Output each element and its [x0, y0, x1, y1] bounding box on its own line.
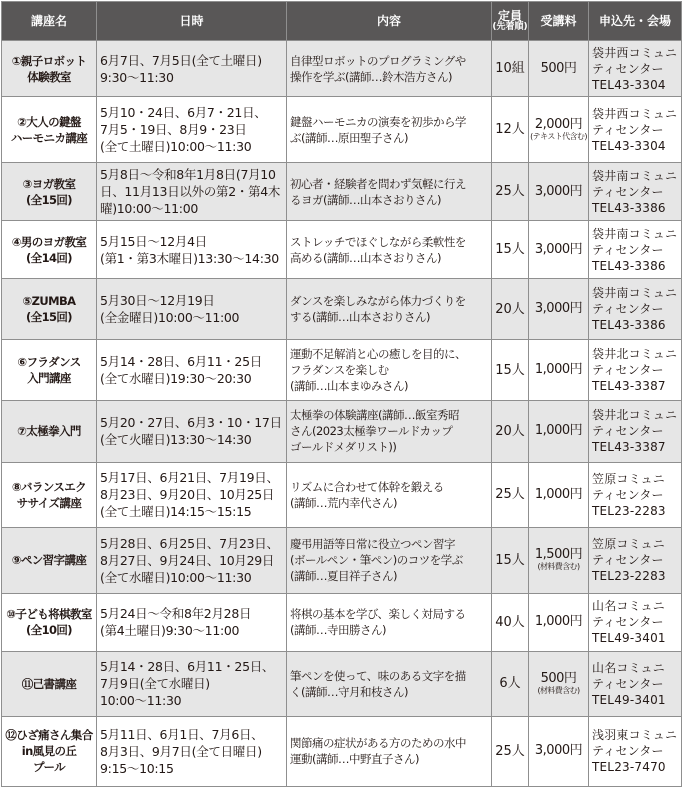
course-venue — [589, 401, 682, 462]
course-name — [2, 651, 97, 716]
table-row — [2, 593, 682, 651]
course-table — [1, 1, 682, 787]
course-venue-line: 袋井南コミュニ — [592, 226, 678, 241]
course-datetime-line: 5月14・28日、6月11・25日、 — [100, 659, 275, 675]
course-datetime-line: 8月23日、9月20日、10月25日 — [100, 487, 275, 503]
table-row — [2, 97, 682, 163]
header-fee: 受講料 — [529, 2, 589, 41]
course-venue — [589, 651, 682, 716]
course-name-line: ⑥フラダンス — [17, 355, 81, 370]
course-fee-value: 3,000円 — [534, 301, 583, 317]
course-capacity: 25人 — [492, 462, 529, 527]
course-content-line: 関節痛の症状がある方のための水中 — [290, 736, 466, 751]
course-capacity: 20人 — [492, 279, 529, 340]
course-content-line: 操作を学ぶ(講師…鈴木浩方さん) — [290, 69, 452, 84]
course-datetime-line: 5月30日～12月19日 — [100, 293, 215, 309]
header-capacity — [492, 2, 529, 41]
course-name-line: (全15回) — [26, 192, 72, 207]
course-venue-line: ティセンター — [592, 424, 664, 439]
course-venue-line: ティセンター — [592, 242, 664, 257]
course-name-line: in風見の丘 — [21, 744, 77, 759]
course-venue-line: 袋井北コミュニ — [592, 408, 678, 423]
course-venue — [589, 462, 682, 527]
course-datetime-line: 7月5・19日、8月9・23日 — [100, 122, 247, 138]
course-datetime-line: 5月8日～令和8年1月8日(7月10 — [100, 167, 276, 183]
course-content-line: ストレッチでほぐしながら柔軟性を — [290, 234, 466, 249]
course-name-line: ハーモニカ講座 — [10, 130, 88, 145]
course-content-line: 高める(講師…山本さおりさん) — [290, 250, 441, 265]
course-venue-line: 袋井西コミュニ — [592, 106, 678, 121]
course-name-line: ①親子ロボット — [11, 53, 87, 68]
course-datetime-line: 5月17日、6月21日、7月19日、 — [100, 470, 279, 486]
course-datetime — [97, 527, 287, 593]
course-fee-value: 1,000円 — [534, 362, 583, 378]
course-datetime-line: 5月28日、6月25日、7月23日、 — [100, 535, 279, 551]
course-content-line: (講師…山本まゆみさん) — [290, 379, 408, 394]
course-fee-value: 3,000円 — [534, 241, 583, 257]
course-content-line: 運動不足解消と心の癒しを目的に、 — [290, 347, 466, 362]
course-venue-line: TEL43-3387 — [592, 440, 666, 455]
header-name: 講座名 — [2, 2, 97, 41]
course-venue-line: 山名コミュニ — [592, 660, 665, 675]
course-venue-line: ティセンター — [592, 184, 664, 199]
course-datetime-line: (全金曜日)10:00～11:00 — [100, 310, 240, 326]
course-name-line: ②大人の鍵盤 — [17, 114, 81, 129]
course-venue-line: TEL43-3386 — [592, 318, 666, 333]
table-row — [2, 41, 682, 97]
course-name — [2, 527, 97, 593]
course-content — [287, 401, 492, 462]
course-capacity: 15人 — [492, 221, 529, 279]
course-name-line: (全15回) — [26, 310, 72, 325]
course-venue-line: ティセンター — [592, 302, 664, 317]
course-content-line: さん(2023太極拳ワールドカップ — [290, 424, 453, 439]
table-row — [2, 221, 682, 279]
course-venue-line: 袋井西コミュニ — [592, 45, 678, 60]
course-datetime-line: 5月11日、6月1日、7月6日、 — [100, 726, 264, 742]
course-venue-line: TEL23-2283 — [592, 503, 666, 518]
course-name-line: ⑫ひざ痛さん集合 — [5, 728, 93, 743]
table-row — [2, 163, 682, 221]
course-content-line: 初心者・経験者を問わず気軽に行え — [290, 176, 466, 191]
course-capacity: 20人 — [492, 401, 529, 462]
course-content-line: ゴールドメダリスト)) — [290, 440, 397, 455]
header-capacity-line2: (先着順) — [492, 21, 528, 32]
course-name — [2, 41, 97, 97]
course-datetime-line: (全て土曜日)10:00～11:30 — [100, 139, 252, 155]
course-datetime-line: 5月15日～12月4日 — [100, 233, 207, 249]
course-venue-line: ティセンター — [592, 61, 664, 76]
course-name-line: ⑩子ども将棋教室 — [6, 607, 92, 622]
course-datetime-line: (全て土曜日)14:15～15:15 — [100, 504, 252, 520]
course-fee-note: (テキスト代含む) — [530, 131, 587, 141]
course-datetime-line: 7月9日(全て水曜日) — [100, 676, 210, 692]
course-venue-line: ティセンター — [592, 615, 664, 630]
course-name — [2, 401, 97, 462]
course-fee-value: 500円 — [540, 60, 577, 76]
course-venue — [589, 716, 682, 786]
course-venue — [589, 41, 682, 97]
course-content-line: く(講師…守月和枝さん) — [290, 684, 408, 699]
course-datetime — [97, 340, 287, 401]
course-datetime — [97, 221, 287, 279]
course-datetime — [97, 41, 287, 97]
course-datetime-line: 曜)10:00～11:00 — [100, 201, 199, 217]
course-venue-line: ティセンター — [592, 553, 664, 568]
course-fee — [529, 97, 589, 163]
course-venue-line: TEL43-3304 — [592, 77, 666, 92]
course-capacity: 15人 — [492, 340, 529, 401]
course-venue-line: 袋井南コミュニ — [592, 168, 678, 183]
course-rows — [2, 41, 682, 787]
course-venue-line: TEL43-3386 — [592, 258, 666, 273]
course-content-line: 筆ペンを使って、味のある文字を描 — [290, 668, 466, 683]
course-datetime-line: 5月14・28日、6月11・25日 — [100, 354, 262, 370]
course-venue-line: 山名コミュニ — [592, 599, 665, 614]
course-venue — [589, 279, 682, 340]
course-venue-line: ティセンター — [592, 487, 664, 502]
course-name-line: ⑦太極拳入門 — [17, 424, 81, 439]
course-content — [287, 593, 492, 651]
course-fee-value: 3,000円 — [534, 743, 583, 759]
course-content-line: (講師…荒内幸代さん) — [290, 495, 397, 510]
course-content — [287, 163, 492, 221]
course-venue-line: ティセンター — [592, 122, 664, 137]
course-datetime-line: (第1・第3木曜日)13:30～14:30 — [100, 250, 279, 266]
course-content-line: (講師…寺田勝さん) — [290, 623, 386, 638]
course-venue-line: 袋井北コミュニ — [592, 347, 678, 362]
course-content-line: リズムに合わせて体幹を鍛える — [290, 479, 444, 494]
course-venue — [589, 340, 682, 401]
course-fee-note: (材料費含む) — [537, 562, 580, 572]
course-content-line: (講師…夏目祥子さん) — [290, 569, 397, 584]
header-content: 内容 — [287, 2, 492, 41]
course-name-line: ⑨ペン習字講座 — [11, 553, 87, 568]
course-fee — [529, 651, 589, 716]
course-name-line: ④男のヨガ教室 — [11, 234, 87, 249]
course-datetime-line: (第4土曜日)9:30～11:00 — [100, 623, 240, 639]
course-content-line: 鍵盤ハーモニカの演奏を初歩から学 — [290, 114, 466, 129]
course-fee — [529, 716, 589, 786]
course-datetime-line: 6月7日、7月5日(全て土曜日) — [100, 52, 262, 68]
table-row — [2, 462, 682, 527]
course-datetime-line: 5月24日～令和8年2月28日 — [100, 606, 252, 622]
course-name-line: ⑧バランスエク — [11, 479, 87, 494]
course-content — [287, 221, 492, 279]
course-name — [2, 163, 97, 221]
course-content-line: 太極拳の体験講座(講師…飯室秀昭 — [290, 408, 459, 423]
course-venue-line: ティセンター — [592, 676, 664, 691]
header-venue: 申込先・会場 — [589, 2, 682, 41]
course-fee — [529, 593, 589, 651]
course-venue-line: TEL49-3401 — [592, 631, 666, 646]
course-name-line: 入門講座 — [27, 371, 71, 386]
course-datetime — [97, 97, 287, 163]
course-content-line: ぶ(講師…原田聖子さん) — [290, 130, 408, 145]
table-row — [2, 651, 682, 716]
course-name — [2, 593, 97, 651]
course-venue — [589, 163, 682, 221]
course-datetime — [97, 401, 287, 462]
course-fee-value: 500円 — [540, 670, 577, 686]
course-fee-value: 3,000円 — [534, 183, 583, 199]
header-date: 日時 — [97, 2, 287, 41]
course-fee-value: 1,500円 — [534, 547, 583, 563]
course-content — [287, 651, 492, 716]
course-fee — [529, 340, 589, 401]
course-venue-line: TEL43-3387 — [592, 379, 666, 394]
course-venue-line: TEL43-3386 — [592, 200, 666, 215]
course-name — [2, 716, 97, 786]
course-venue-line: TEL23-2283 — [592, 569, 666, 584]
course-capacity: 25人 — [492, 716, 529, 786]
course-fee-note: (材料費含む) — [537, 685, 580, 695]
course-venue-line: TEL23-7470 — [592, 760, 666, 775]
course-fee — [529, 41, 589, 97]
course-content-line: フラダンスを楽しむ — [290, 363, 389, 378]
course-content-line: 慶弔用語等日常に役立つペン習字 — [290, 537, 455, 552]
course-fee-value: 1,000円 — [534, 614, 583, 630]
course-content — [287, 41, 492, 97]
course-datetime-line: 10:00～11:30 — [100, 693, 182, 709]
course-name — [2, 279, 97, 340]
course-datetime-line: 日、11月13日以外の第2・第4木 — [100, 184, 281, 200]
course-content-line: 運動(講師…中野直子さん) — [290, 752, 419, 767]
course-datetime — [97, 716, 287, 786]
course-capacity: 10組 — [492, 41, 529, 97]
course-datetime — [97, 593, 287, 651]
course-fee — [529, 527, 589, 593]
course-fee — [529, 279, 589, 340]
course-venue-line: 袋井南コミュニ — [592, 286, 678, 301]
course-name-line: ③ヨガ教室 — [22, 176, 76, 191]
course-datetime — [97, 462, 287, 527]
table-row — [2, 340, 682, 401]
course-datetime-line: (全て火曜日)13:30～14:30 — [100, 432, 252, 448]
course-venue — [589, 527, 682, 593]
course-name — [2, 462, 97, 527]
course-content-line: する(講師…山本さおりさん) — [290, 310, 430, 325]
course-name — [2, 97, 97, 163]
course-content — [287, 340, 492, 401]
course-capacity: 12人 — [492, 97, 529, 163]
course-content — [287, 97, 492, 163]
course-content — [287, 716, 492, 786]
course-fee — [529, 163, 589, 221]
course-capacity: 25人 — [492, 163, 529, 221]
course-content-line: (ボールペン・筆ペン)のコツを学ぶ — [290, 553, 463, 568]
course-name-line: (全14回) — [26, 250, 72, 265]
course-capacity: 15人 — [492, 527, 529, 593]
course-content-line: 将棋の基本を学び、楽しく対局する — [290, 607, 466, 622]
course-name-line: ササイズ講座 — [16, 495, 82, 510]
course-fee — [529, 221, 589, 279]
course-name-line: 体験教室 — [27, 69, 71, 84]
course-datetime-line: 9:30～11:30 — [100, 69, 174, 85]
course-name-line: ⑪己書講座 — [21, 676, 77, 691]
course-capacity: 6人 — [492, 651, 529, 716]
course-datetime-line: (全て水曜日)10:00～11:30 — [100, 569, 252, 585]
course-fee-value: 1,000円 — [534, 423, 583, 439]
course-datetime-line: 8月27日、9月24日、10月29日 — [100, 552, 275, 568]
header-capacity-line1: 定員 — [497, 8, 522, 23]
course-content-line: 自律型ロボットのプログラミングや — [290, 53, 466, 68]
course-venue-line: 笠原コミュニ — [592, 537, 665, 552]
table-row — [2, 401, 682, 462]
course-venue-line: ティセンター — [592, 363, 664, 378]
table-row — [2, 527, 682, 593]
course-fee — [529, 462, 589, 527]
table-row — [2, 716, 682, 786]
header-row — [2, 2, 682, 41]
course-datetime-line: 8月3日、9月7日(全て日曜日) — [100, 743, 262, 759]
table-row — [2, 279, 682, 340]
course-datetime — [97, 651, 287, 716]
course-datetime-line: 5月10・24日、6月7・21日、 — [100, 105, 267, 121]
course-name — [2, 340, 97, 401]
course-name-line: プール — [32, 760, 66, 775]
course-name-line: (全10回) — [26, 623, 72, 638]
course-fee — [529, 401, 589, 462]
course-venue-line: TEL49-3401 — [592, 692, 666, 707]
course-venue-line: 浅羽東コミュニ — [592, 728, 678, 743]
course-venue — [589, 97, 682, 163]
course-fee-value: 2,000円 — [534, 116, 583, 132]
course-fee-value: 1,000円 — [534, 486, 583, 502]
course-content-line: ダンスを楽しみながら体力づくりを — [290, 294, 466, 309]
course-datetime — [97, 279, 287, 340]
course-datetime-line: 9:15～10:15 — [100, 760, 174, 776]
course-content — [287, 527, 492, 593]
course-capacity: 40人 — [492, 593, 529, 651]
course-datetime-line: (全て水曜日)19:30～20:30 — [100, 371, 252, 387]
course-name — [2, 221, 97, 279]
course-datetime-line: 5月20・27日、6月3・10・17日 — [100, 415, 282, 431]
course-content — [287, 462, 492, 527]
course-name-line: ⑤ZUMBA — [22, 294, 76, 309]
course-venue-line: TEL43-3304 — [592, 138, 666, 153]
course-datetime — [97, 163, 287, 221]
course-content-line: るヨガ(講師…山本さおりさん) — [290, 192, 441, 207]
course-venue — [589, 593, 682, 651]
course-venue — [589, 221, 682, 279]
course-content — [287, 279, 492, 340]
course-venue-line: ティセンター — [592, 744, 664, 759]
course-venue-line: 笠原コミュニ — [592, 471, 665, 486]
